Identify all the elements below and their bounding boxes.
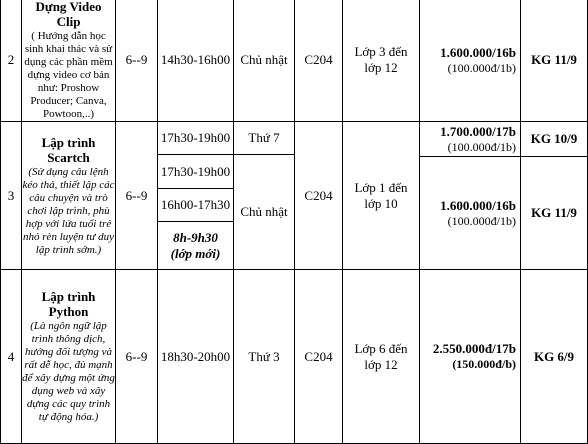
start-date-cell: KG 6/9 xyxy=(520,269,588,444)
level-cell: Lớp 3 đến lớp 12 xyxy=(342,0,420,122)
new-class-note: (lớp mới) xyxy=(170,245,221,261)
day-cell: Chủ nhật xyxy=(233,0,295,122)
price-total: 1.600.000/16b xyxy=(440,44,516,60)
start-date-cell: KG 11/9 xyxy=(520,0,588,122)
course-cell xyxy=(21,269,116,444)
price-per-session: (100.000đ/1b) xyxy=(447,213,516,228)
price-total: 1.700.000/17b xyxy=(440,123,516,139)
course-cell xyxy=(21,0,116,122)
price-per-session: (100.000đ/1b) xyxy=(447,60,516,75)
location-cell: C204 xyxy=(294,269,343,444)
price-cell xyxy=(419,156,521,270)
age-cell: 6--9 xyxy=(115,269,158,444)
time-cell: 18h30-20h00 xyxy=(157,269,234,444)
time-cell: 16h00-17h30 xyxy=(157,188,234,222)
time-cell: 14h30-16h00 xyxy=(157,0,234,122)
course-description: ( Hướng dẫn học sinh khai thác và sử dụng các phần mềm dựng video cơ bản như: Proshow Producer; Canva, Powtoon,..) xyxy=(24,30,113,120)
day-cell: Thứ 7 xyxy=(233,121,295,155)
course-title: Lập trình Python xyxy=(41,289,96,319)
level-cell: Lớp 6 đến lớp 12 xyxy=(342,269,420,444)
day-cell: Thứ 3 xyxy=(233,269,295,444)
price-total: 2.550.000đ/17b xyxy=(432,341,516,356)
price-per-session: (100.000đ/1b) xyxy=(447,139,516,154)
course-title: Lập trình Scartch xyxy=(41,134,96,165)
price-cell xyxy=(419,269,521,444)
location-cell: C204 xyxy=(294,0,343,122)
course-description: (Là ngôn ngữ lập trình thông dịch, hướng đối tượng và rất dễ học, đủ mạnh để xây dựng một ứng dụng web và xây dựng các quy trình tự động hóa.) xyxy=(22,320,115,423)
time-cell: 17h30-19h00 xyxy=(157,121,234,155)
age-cell: 6--9 xyxy=(115,0,158,122)
day-cell: Chủ nhật xyxy=(233,154,295,270)
level-cell: Lớp 1 đến lớp 10 xyxy=(342,121,420,270)
price-total: 1.600.000/16b xyxy=(440,197,516,213)
price-per-session: (150.000đ/b) xyxy=(452,357,516,371)
course-description: (Sử dụng câu lệnh kéo thả, thiết lập các câu chuyện và trò chơi lập trình, phù hợp với lứa tuổi trẻ nhỏ rèn luyện tư duy lập trình sớm.) xyxy=(22,165,115,256)
row-number: 3 xyxy=(0,121,22,270)
price-cell xyxy=(419,0,521,122)
start-date-cell: KG 11/9 xyxy=(520,156,588,270)
course-cell xyxy=(21,121,116,270)
row-number: 4 xyxy=(0,269,22,444)
location-cell: C204 xyxy=(294,121,343,270)
time-cell: 17h30-19h00 xyxy=(157,154,234,189)
age-cell: 6--9 xyxy=(115,121,158,270)
course-title: Dựng Video Clip xyxy=(35,0,102,29)
row-number: 2 xyxy=(0,0,22,122)
price-cell xyxy=(419,121,521,157)
time-cell-new-class: 8h-9h30 (lớp mới) xyxy=(157,221,234,270)
start-date-cell: KG 10/9 xyxy=(520,121,588,157)
